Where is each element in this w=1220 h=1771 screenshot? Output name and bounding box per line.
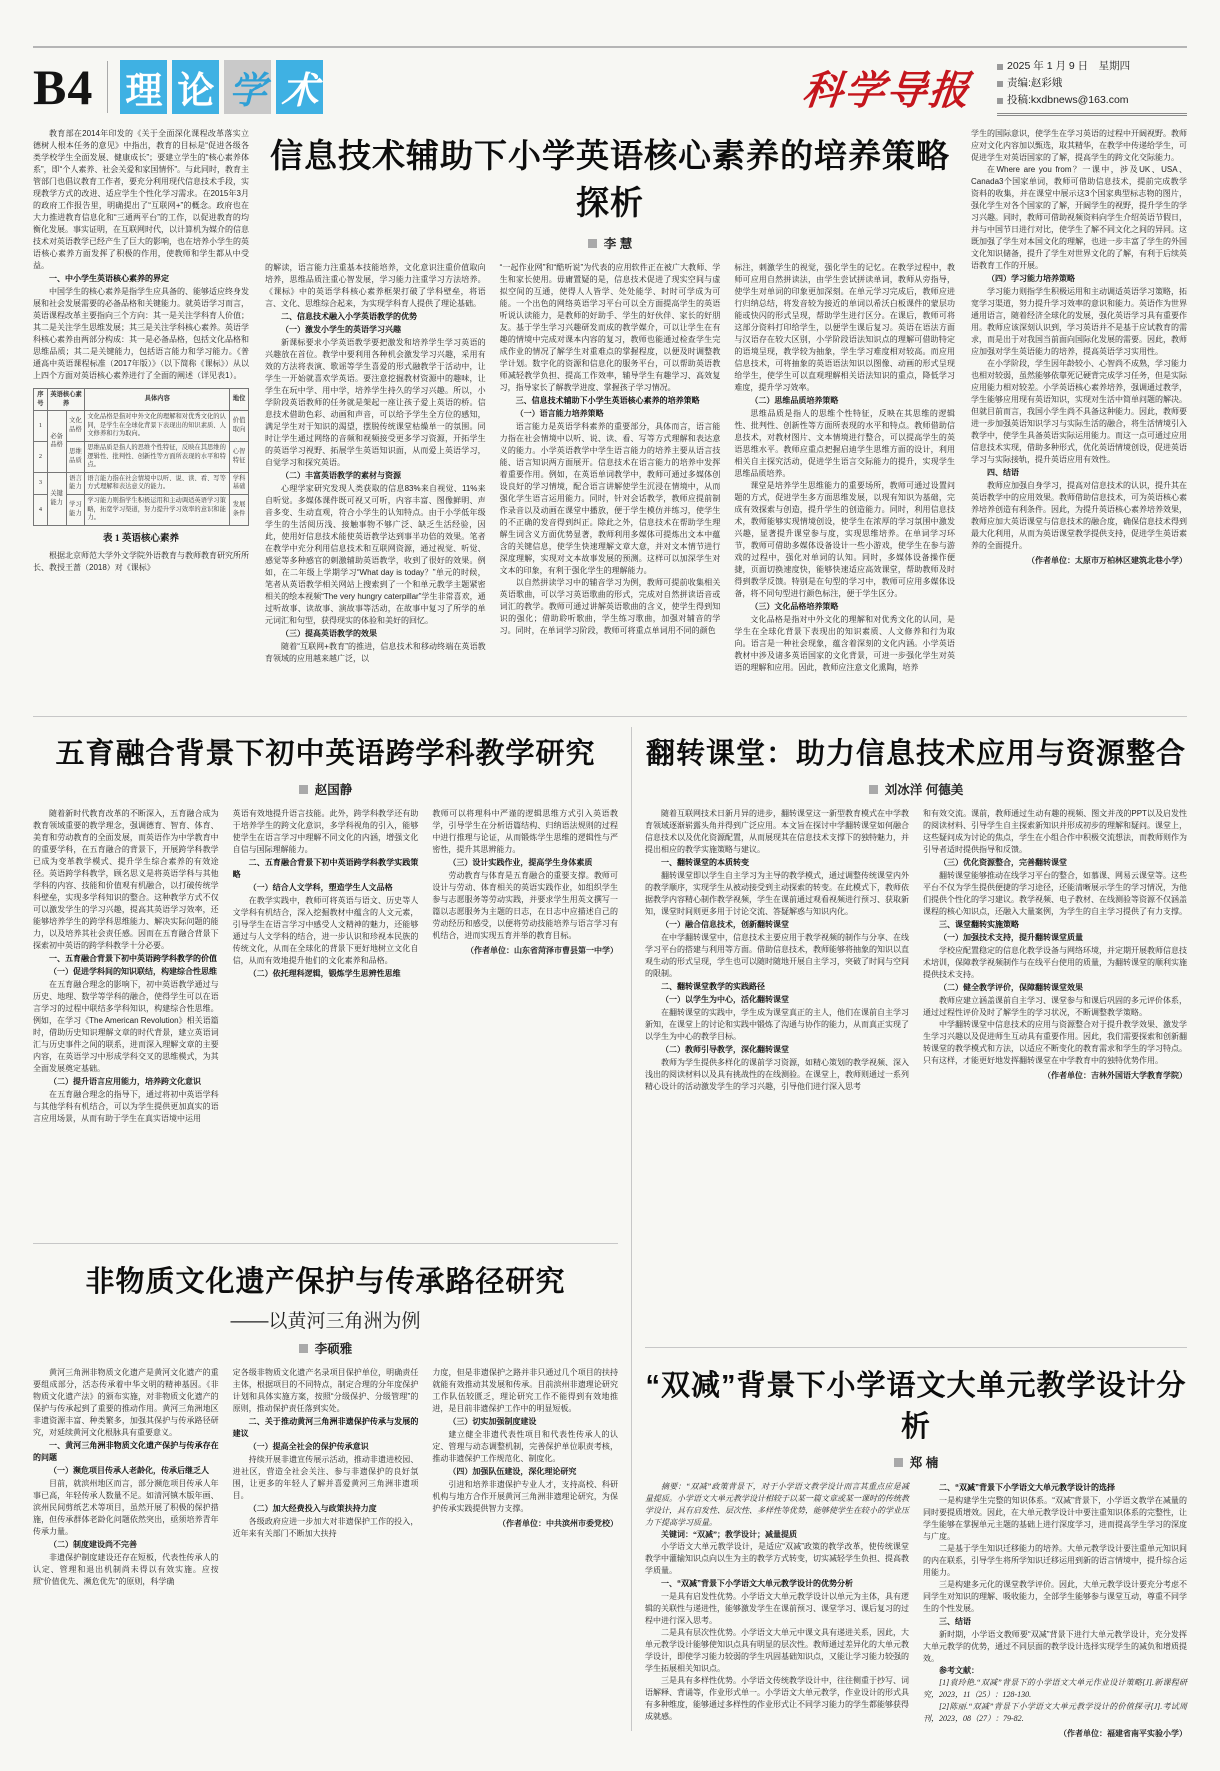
table-cell: 学习能力 — [66, 494, 85, 525]
sub-heading: （四）学习能力培养策略 — [987, 274, 1075, 283]
body-paragraph: 心理学家研究发现人类获取的信息83%来自视觉、11%来自听觉。多媒体课件既可视又可听，内容丰富、图像鲜明、声音多变、生动直观，符合小学生的认知特点。由于小学低年级学生的生活阅历浅、接触事物不够广泛、缺乏生活经验，因此，使用好信息技术能使英语教学达到事半功倍的效果。笔者在教学中充分利用信息技术和互联网资源，通过视觉、听觉、感觉等多种感官的刺激辅助英语教学，收到了很好的效果。例如，在二年级上学期学习“What day is today？”单元的时候，笔者从英语教学相关网站上搜索到了一个和单元教学主题紧密相关的绘本视频“The very hungry caterpillar”学生非常喜欢，通过听故事、读故事、演故事等活动，在故事中复习了所学的单元词汇和句型，获得现实的体验和美好的回忆。 — [265, 484, 486, 625]
body-paragraph: 教育部在2014年印发的《关于全面深化课程改革落实立德树人根本任务的意见》中指出，教育的目标是“促进各级各类学校学生全面发展、健康成长”；要建立学生的“核心素养体系”，即“个人素养、社会关爱和家国情怀”。与此同时，教育主管部门也倡议教育工作者，要充分利用现代信息技术手段，实现教学方式的改进、适应学生个性化学习需求。在2015年3月的政府工作报告里，明确提出了“互联网+”的概念。政府也在大力推进教育信息化和“三通两平台”的工作，以促进教育的均衡化发展。事实证明，在互联网时代，以计算机为媒介的信息技术对英语教学已经产生了巨大的影响，也在培养小学生的英语核心素养方面发挥了积极的作用，使教师和学生都从中受益。 — [33, 129, 249, 270]
section-heading: 一、翻转课堂的本质转变 — [661, 858, 749, 867]
reference-item: [1]袁玲艳.“双减”背景下的小学语文大单元作业设计策略[J].新课程研究，2023，11（25）：128-130. — [923, 1678, 1187, 1699]
author-affiliation: （作者单位：福建省南平实验小学） — [1059, 1729, 1187, 1738]
table-cell: 地位 — [230, 389, 249, 411]
sub-heading: （二）丰富英语教学的素材与资源 — [281, 471, 401, 480]
section-heading: 二、信息技术融入小学英语教学的优势 — [281, 312, 417, 321]
article-column — [500, 262, 721, 706]
body-paragraph: 各级政府应进一步加大对非遗保护工作的投入，近年来有关部门不断加大扶持 — [232, 1517, 419, 1538]
section-heading: 二、翻转课堂教学的实践路径 — [661, 982, 765, 991]
sub-heading: （三）切实加强制度建设 — [448, 1417, 537, 1426]
article-intangible-heritage — [33, 1255, 618, 1725]
article-column — [645, 808, 909, 1336]
section-heading: 一、五育融合背景下初中英语跨学科教学的价值 — [49, 954, 217, 963]
section-separator — [33, 716, 1187, 717]
logo-tile: 术 — [276, 60, 323, 114]
article-column — [923, 1481, 1187, 1740]
submission-email: 投稿:kxdbnews@163.com — [1007, 94, 1129, 106]
body-paragraph: “一起作业网”和“酷听说”为代表的应用软件正在被广大教师、学生和家长使用。毋庸置疑的是，信息技术促进了现实空间与虚拟空间的互通，使得人人皆学、处处能学、时时可学成为可能。一个出色的网络英语学习平台可以全方面提高学生的英语听说认读能力，是教师的好助手、学生的好伙伴、家长的好朋友。基于学生学习兴趣研发而成的教学媒介，可以让学生在有趣的情境中完成对课本内容的复习，教师也能通过检查学生完成作业的情况了解学生对重难点的掌握程度，以便及时调整教学计划。数字化的资源和信息化的服务平台，可以帮助英语教师减轻教学负担、提高工作效率，辅导学生有趣学习、高效复习，指导家长了解教学进度、掌握孩子学习情况。 — [499, 263, 721, 392]
publication-date: 2025 年 1 月 9 日 星期四 — [1007, 60, 1131, 72]
abstract: 摘要：“双减”政策背景下，对于小学语文教学设计而言其重点应是减量提质。小学语文大单元教学设计相较于以某一篇文章或某一课时的传统教学设计，具有启发性、层次性、多样性等优势，能够使学生在较小的学业压力下提高学习质量。 — [645, 1482, 909, 1527]
body-paragraph: 学生的国际意识，使学生在学习英语的过程中开阔视野。教师应对文化内容加以甄选，取其精华，在教学中传递给学生，可促进学生对英语国家的了解，提高学生的跨文化交际能力。 — [971, 129, 1187, 162]
body-paragraph: 以自然拼读学习中的辅音学习为例，教师可提前收集相关英语歌曲，可以学习英语歌曲的形式，完成对自然拼读语音或词汇的教学。教师可通过讲解英语歌曲的含义，使学生得到知识的强化；借助聆听歌曲，学生练习歌曲，加强对辅音的学习。同时，在单词学习阶段，教师可将重点单词用不同的颜色 — [499, 578, 721, 635]
byline-square-icon — [894, 1458, 903, 1467]
article-column — [923, 808, 1187, 1336]
body-paragraph: 中国学生的核心素养是指学生应具备的、能够适应终身发展和社会发展需要的必备品格和关键能力。就英语学习而言，英语课程改革主要指向三个方向：其一是关注学科育人价值；其二是关注学生思维发展；其三是关注学科核心素养。英语学科核心素养由两部分构成：其一是必备品格，包括文化品格和思维品质；其二是关键能力，包括语言能力和学习能力。《普通高中英语课程标准（2017年版）》（以下简称《课标》）从以上四个方面对英语核心素养进行了全面的阐述（详见表1）。 — [33, 287, 249, 380]
author-name: 刘冰洋 何德美 — [884, 783, 964, 797]
article-column — [33, 1367, 219, 1725]
body-paragraph: 二是基于学生知识迁移能力的培养。大单元教学设计要注重单元知识间的内在联系，引导学生将所学知识迁移运用到新的语言情境中，提升综合运用能力。 — [923, 1544, 1187, 1577]
sub-heading: （一）激发小学生的英语学习兴趣 — [281, 325, 401, 334]
section-heading: 四、结语 — [987, 468, 1019, 477]
publication-date-row — [997, 58, 1187, 75]
header-divider — [107, 61, 108, 113]
article-separator — [33, 1243, 618, 1244]
table-cell: 价值取向 — [230, 411, 249, 442]
body-paragraph: 在五育融合理念的影响下，初中英语教学通过与历史、地理、数学等学科的融合，使得学生可以在语言学习的过程中联结多学科知识，构建综合性思维。例如，在学习《The American Revolution》相关语篇时，借助历史知识理解文章的时代背景，建立英语词汇与历史事件之间的联系，进而深入理解文章的主要内容，在英语学习中形成学科交叉的思维模式，为其全面发展奠定基础。 — [33, 980, 219, 1073]
body-paragraph: 教师应加强自身学习，提高对信息技术的认识，提升其在英语教学中的应用效果。教师借助信息技术，可为英语核心素养培养创造有利条件。因此，为提升英语核心素养培养效果，教师应加大英语课堂与信息技术的融合度，确保信息技术得到最大化利用，从而为英语课堂教学提供支持，促进学生英语素养的全面提升。 — [971, 481, 1187, 550]
author-name: 郑 楠 — [909, 1456, 939, 1470]
author-name: 李硕雅 — [314, 1342, 353, 1356]
section-heading: 三、课堂翻转实施策略 — [939, 920, 1019, 929]
byline — [33, 1339, 618, 1357]
body-paragraph: 教师应建立涵盖课前自主学习、课堂参与和课后巩固的多元评价体系，通过过程性评价及时了解学生的学习状况，不断调整教学策略。 — [923, 996, 1187, 1017]
table-cell: 语言能力指在社会情境中以听、说、读、看、写等方式理解和表达意义的能力。 — [85, 472, 230, 494]
body-paragraph: 在教学实践中，教师可将英语与语文、历史等人文学科有机结合，深入挖掘教材中蕴含的人文元素，引导学生在语言学习中感受人文精神的魅力，还能够通过与人文学科的结合，进一步认识和珍视本民族的传统文化，从而在全球化的背景下更好地树立文化自信，从而有效地提升他们的文化素养和品格。 — [232, 896, 419, 965]
article-column — [233, 808, 419, 1232]
logo-tile: 论 — [172, 60, 219, 114]
body-paragraph: 新课标要求小学英语教学要把激发和培养学生学习英语的兴趣放在首位。教学中要利用各种机会激发学习兴趣，采用有效的方法将表演、歌谣等学生喜爱的形式融教学于活动中，让学生一开始就喜欢学英语。要注意挖掘教材资源中的趣味，让学生在玩中学、用中学，培养学生持久的学习兴趣。所以，小学阶段英语教师的任务就是架起一座让孩子爱上英语的桥。信息技术借助色彩、动画和声音，可以给予学生全方位的感知，满足学生对于知识的渴望，摆脱传统课堂枯燥单一的氛围。同时让学生通过网络的音频和视频接受更多学习资源，开拓学生的英语学习视野、拓展学生英语知识面，从而爱上英语学习，自觉学习和探究英语。 — [265, 338, 486, 467]
article-column — [432, 1367, 618, 1725]
table-cell: 序号 — [34, 389, 48, 411]
body-paragraph: 在中学翻转课堂中，信息技术主要应用于教学视频的制作与分享、在线学习平台的搭建与利用等方面。借助信息技术，教师能够将抽象的知识以直观生动的形式呈现，学生也可以随时随地开展自主学习，突破了时间与空间的限制。 — [645, 933, 909, 978]
body-paragraph: 一是具有启发性优势。小学语文大单元教学设计以单元为主体，具有逻辑的关联性与递进性，能够激发学生在课前预习、课堂学习、课后复习的过程中进行深入思考。 — [645, 1592, 909, 1625]
reference-item: [2]陈丽.“双减”背景下小学语文大单元教学设计的价值探寻[J].考试周刊，2023，08（27）：79-82. — [923, 1702, 1187, 1723]
sub-heading: （二）教师引导教学，深化翻转课堂 — [661, 1045, 789, 1054]
publication-info — [997, 58, 1187, 116]
body-paragraph: 定各级非物质文化遗产名录项目保护单位，明确责任主体，根据项目的不同特点，制定合理的分年度保护计划和具体实施方案，按照“分级保护、分级管理”的原则，推动保护责任落到实处。 — [232, 1368, 419, 1413]
submission-email-row — [997, 92, 1187, 109]
article-title: “双减”背景下小学语文大单元教学设计分析 — [645, 1370, 1187, 1443]
body-paragraph: 思维品质是指人的思维个性特征，反映在其思维的逻辑性、批判性、创新性等方面所表现的水平和特点。教师借助信息技术，对教材图片、文本情境进行整合，可以提高学生的英语思维水平。教师应重点把握启迪学生思维方面的设计，利用相关自主探究活动，促进学生语言交际能力的提升，实现学生思维品质培养。 — [734, 409, 956, 478]
table-cell: 英语核心素养 — [47, 389, 85, 411]
body-paragraph: 英语有效地提升语言技能。此外，跨学科教学还有助于培养学生的跨文化意识，多学科视角的引入，能够使学生在语言学习中理解不同文化的内涵，增强文化自信与国际理解能力。 — [232, 809, 419, 854]
article-separator — [645, 1347, 1187, 1348]
article-title: 非物质文化遗产保护与传承路径研究 — [85, 1266, 566, 1298]
byline-square-icon — [299, 785, 308, 794]
sub-heading: （二）依托理科逻辑，锻炼学生思辨性思维 — [248, 969, 401, 978]
byline — [645, 780, 1187, 798]
body-paragraph: 三是具有多样性优势。小学语文传统教学设计中，往往侧重于抄写、词语解释、背诵等，作业形式单一。小学语文大单元教学，作业设计的形式具有多种维度，能够通过多样性的作业形式让不同学习能力的学生都能够获得成就感。 — [645, 1676, 909, 1721]
body-paragraph: 在Where are you from？一课中，涉及UK、USA、Canada3个国家单词，教师可借助信息技术，提前完成教学资料的收集，并在课堂中展示这3个国家典型标志物的图片，强化学生对各个国家的了解，开阔学生的视野，提升学生的学习兴趣。同时，教师可借助视频资料向学生介绍英语节假日，并与中国节日进行对比，使学生了解不同文化之间的异同。这既加强了学生对本国文化的理解，也进一步丰富了学生的外国文化知识储备，提升了学生对世界文化的了解，有利于后续英语教育工作的开展。 — [971, 165, 1187, 270]
body-paragraph: 持续开展非遗宣传展示活动，推动非遗进校园、进社区，营造全社会关注、参与非遗保护的良好氛围，让更多的年轻人了解并喜爱黄河三角洲非遗项目。 — [232, 1455, 419, 1500]
logo-tile: 理 — [120, 60, 167, 114]
sub-heading: （一）结合人文学科，塑造学生人文品格 — [248, 883, 393, 892]
body-paragraph: 学校应配置稳定的信息化教学设备与网络环境，并定期开展教师信息技术培训，保障教学视频制作与在线平台使用的质量，为翻转课堂的顺利实施提供技术支持。 — [923, 946, 1187, 979]
body-paragraph: 随着新时代教育改革的不断深入，五育融合成为教育领域重要的教学理念，强调德育、智育、体育、美育和劳动教育的全面发展，而英语作为中学教育中的重要学科，在五育融合的背景下，开展跨学科教学已成为变革教学模式、提升学生综合素养的有效途径。英语跨学科教学，顾名思义是将英语学科与其他学科的内容、技能和价值观有机融合，以打破传统学科壁垒，实现多学科知识的整合。这种教学方式不仅可以激发学生的学习兴趣，提高其英语学习效率，还能够培养学生的跨学科思维能力、解决实际问题的能力，以及培养其社会责任感。因而在五育融合背景下探索初中英语的跨学科教学十分必要。 — [33, 809, 219, 950]
body-paragraph: 二是具有层次性优势。小学语文大单元中课文具有递进关系，因此，大单元教学设计能够使知识点具有明显的层次性。教师通过差异化的大单元教学设计，即使学习能力较弱的学生巩固基础知识点，又能让学习能力较强的学生拓展相关知识点。 — [645, 1628, 909, 1673]
left-column-stack — [33, 727, 618, 1731]
page-header — [33, 56, 1187, 118]
article-column — [265, 262, 486, 706]
section-heading: 一、“双减”背景下小学语文大单元教学设计的优势分析 — [661, 1579, 853, 1588]
article-info-tech-english — [33, 128, 1187, 706]
table-cell: 3 — [34, 472, 48, 494]
table-cell: 语言能力 — [66, 472, 85, 494]
article-title: 翻转课堂：助力信息技术应用与资源整合 — [645, 738, 1186, 770]
body-paragraph: 三是构建多元化的课堂教学评价。因此，大单元教学设计要充分考虑不同学生对知识的理解、吸收能力，全部学生能够参与课堂互动，尊重不同学生的个性发展。 — [923, 1580, 1187, 1613]
table-cell: 文化品格是指对中外文化的理解和对优秀文化的认同，是学生在全球化背景下表现出的知识素质、人文修养和行为取向。 — [85, 411, 230, 442]
article-five-education-english — [33, 727, 618, 1232]
article-column — [233, 1367, 419, 1725]
article-flipped-classroom — [645, 727, 1187, 1336]
body-paragraph: 随着“互联网+教育”的推进，信息技术和移动终端在英语教育领域的应用越来越广泛，以 — [265, 642, 486, 663]
article-column — [432, 808, 618, 1232]
article-column — [971, 128, 1187, 706]
page-label: B4 — [33, 59, 94, 115]
body-paragraph: 引进和培养非遗保护专业人才，支持高校、科研机构与地方合作开展黄河三角洲非遗理论研究，为保护传承实践提供智力支撑。 — [432, 1480, 619, 1513]
table-cell: 学习能力则指学生积极运用和主动调适英语学习策略，拓宽学习渠道，努力提升学习效率的意识和能力。 — [85, 494, 230, 525]
author-name: 赵国静 — [314, 783, 353, 797]
body-paragraph: 标注，刺激学生的视觉，强化学生的记忆。在教学过程中，教师可应用自然拼读法，由学生尝试拼读单词，教师从旁指导，使学生对单词的印象更加深刻。在单元学习完成后，教师应进行归纳总结，将发音较为接近的单词以希沃白板课件的蒙层功能或快闪的形式呈现，帮助学生进行区分。在课后，教师可将这部分资料打印给学生，以便学生课后复习。英语在语法方面与汉语存在较大区别，小学阶段语法知识点的理解可借助特定的语境呈现，教学较为抽象，学生学习难度相对较高。而应用信息技术，可将抽象的英语语法知识以图像、动画的形式呈现给学生，使学生可以直观理解相关语法知识的重点，降低学习难度，提升学习效率。 — [734, 263, 956, 392]
table-cell: 必备品格 — [47, 411, 66, 473]
sub-heading: （三）优化资源整合，完善翻转课堂 — [939, 858, 1067, 867]
section-heading: 一、黄河三角洲非物质文化遗产保护与传承存在的问题 — [33, 1441, 219, 1462]
sub-heading: （一）提高全社会的保护传承意识 — [248, 1442, 369, 1451]
section-heading: 三、信息技术辅助下小学生英语核心素养的培养策略 — [515, 396, 700, 405]
section-heading: 二、“双减”背景下小学语文大单元教学设计的选择 — [939, 1483, 1115, 1492]
sub-heading: （三）提高英语教学的效果 — [281, 629, 377, 638]
logo-tile: 学 — [224, 60, 271, 114]
body-paragraph: 课堂是培养学生思维能力的重要场所，教师可通过设置问题的方式，促进学生多方面思维发展，以现有知识为基础，完成有效探索与创造，提升学生的创造能力。同时，利用信息技术，教师能够实现情境创设，使学生在浓厚的学习氛围中激发兴趣，显著提升课堂参与度，实现思维培养。在单词学习环节，教师可借助多媒体设备设计一些小游戏，使学生在参与游戏的过程中，强化对单词的认知。同时，多媒体设备操作便捷，页面切换速度快，能够快速适应高效课堂，帮助教师及时得到教学反馈。特别是在句型的学习中，教师可应用多媒体设备，将不同句型进行颜色标注，便于学生区分。 — [734, 481, 956, 598]
article-subtitle: ——以黄河三角洲为例 — [230, 1311, 421, 1332]
body-paragraph: 教师可以将理科中严谨的逻辑思维方式引入英语教学，引导学生在分析语篇结构、归纳语法规则的过程中进行推理与论证，从而锻炼学生思维的逻辑性与严密性，提升其思辨能力。 — [432, 809, 619, 854]
body-paragraph: 小学语文大单元教学设计，是适应“双减”政策的教学改革，使传统课堂教学中灌输知识点向以生为主的教学方式转变，切实减轻学生负担、提高教学质量。 — [645, 1542, 909, 1575]
body-paragraph: 目前，就滨州地区而言，部分濒危项目传承人年事已高，年轻传承人数量不足。如清河镇木版年画、滨州民间剪纸艺术等项目，虽然开展了积极的保护措施，但传承群体老龄化问题依然突出，亟须培养青年传承力量。 — [33, 1479, 219, 1536]
references-heading: 参考文献： — [939, 1666, 979, 1675]
author-affiliation: （作者单位：中共滨州市委党校） — [498, 1519, 619, 1528]
sub-heading: （一）融合信息技术，创新翻转课堂 — [661, 920, 789, 929]
article-column — [734, 262, 955, 706]
body-paragraph: 翻转课堂即以学生自主学习为主导的教学模式，通过调整传统课堂内外的教学顺序，实现学生从被动接受到主动探索的转变。在此模式下，教师依据教学内容精心制作教学视频，学生在课前通过观看视频进行预习、获取新知，课堂时间则更多用于讨论交流、答疑解惑与知识内化。 — [645, 871, 909, 916]
body-paragraph: 在五育融合理念的指导下，通过将初中英语学科与其他学科有机结合，可以为学生提供更加真实的语言应用场景，从而有助于学生在真实语境中运用 — [33, 1090, 219, 1123]
table-cell: 具体内容 — [85, 389, 230, 411]
section-heading: 二、关于推动黄河三角洲非遗保护传承与发展的建议 — [232, 1417, 419, 1438]
body-paragraph: 黄河三角洲非物质文化遗产是黄河文化遗产的重要组成部分，活态传承着中华文明的精神基因。《非物质文化遗产法》的颁布实施，对非物质文化遗产的保护与传承起到了重要的推动作用。黄河三角洲地区非遗资源丰富、种类繁多，加强其保护与传承路径研究，对延续黄河文化根脉具有重要意义。 — [33, 1368, 219, 1437]
table-cell: 思维品质 — [66, 441, 85, 472]
body-paragraph: 新时期，小学语文教师要“双减”背景下进行大单元教学设计，充分发挥大单元教学的优势，通过不同层面的教学设计选择实现学生的减负和增质提效。 — [923, 1630, 1187, 1663]
body-paragraph: 教师为学生提供多样化的课前学习资源，如精心策划的教学视频、深入浅出的阅读材料以及具有挑战性的在线测验。在课堂上，教师则通过一系列精心设计的活动激发学生的学习兴趣，引导他们进行深入思考 — [645, 1058, 909, 1091]
body-paragraph: 翻转课堂能够推动在线学习平台的整合，如慕课、网易云课堂等。这些平台不仅为学生提供便捷的学习途径，还能清晰展示学生的学习情况，为他们提供个性化的学习建议。教学视频、电子教材、在线测验等资源不仅涵盖课程的核心知识点，还融入大量案例，为学生的自主学习提供了有力支撑。 — [923, 871, 1187, 916]
editor-row — [997, 75, 1187, 92]
byline — [33, 780, 618, 798]
body-paragraph: 随着互联网技术日新月异的进步，翻转课堂这一新型教育模式在中学教育领域逐渐崭露头角并得到广泛应用。本文旨在探讨中学翻转课堂如何融合信息技术以及优化资源配置，从而展现其在信息技术支撑下的独特魅力，并提出相应的教学实施策略与建议。 — [645, 809, 909, 854]
body-paragraph: 非遗保护制度建设还存在短板，代表性传承人的认定、管理和退出机制尚未得以有效实施。应按照“价值优先、濒危优先”的原则，科学确 — [33, 1553, 219, 1586]
sub-heading: （一）促进学科间的知识联结，构建综合性思维 — [49, 967, 217, 976]
table-cell: 文化品格 — [66, 411, 85, 442]
editor-name: 责编:赵彩娥 — [1007, 77, 1063, 89]
table-cell: 发展条件 — [230, 494, 249, 525]
sub-heading: （二）思维品质培养策略 — [750, 396, 839, 405]
body-paragraph: 语言能力是英语学科素养的重要部分，具体而言，语言能力指在社会情境中以听、说、读、看、写等方式理解和表达意义的能力。小学英语教学中学生语言能力的培养主要从语言技能、语言知识两方面展开。信息技术在语言能力的培养中发挥着重要作用。例如，在英语单词教学中，教师可通过多媒体创设良好的学习情境，配合语言讲解使学生沉浸在情境中，从而强化学生语言运用能力。同时，针对会话教学，教师应提前制作录音以及动画在课堂中播放，便于学生模仿并练习，使学生的不正确的发音得到纠正。除此之外，信息技术在帮助学生理解生词含义方面优势显著，教师利用多媒体可提炼出文本中蕴含的关键信息，使学生快速理解文章大意，并对文本情节进行深度理解，实现对文本故事发展的预测。这样可以加深学生对文本的印象，有利于强化学生的理解能力。 — [499, 422, 721, 575]
body-paragraph: 中学翻转课堂中信息技术的应用与资源整合对于提升教学效果、激发学生学习兴趣以及促进师生互动具有重要作用。因此，我们需要探索和创新翻转课堂的教学模式和方法，以适应不断变化的教育需求和学生的学习特点。只有这样，才能更好地发挥翻转课堂在中学教育中的独特优势作用。 — [923, 1020, 1187, 1065]
author-name: 李 慧 — [603, 237, 633, 251]
author-affiliation: （作者单位：太原市万柏林区建筑北巷小学） — [1027, 556, 1187, 565]
sub-heading: （二）加大经费投入与政策扶持力度 — [248, 1504, 377, 1513]
body-paragraph: 在小学阶段，学生因年龄较小、心智尚不成熟，学习能力也相对较弱，虽然能够依靠死记硬背完成学习任务，但是实际应用能力相对较差。小学英语核心素养培养，强调通过教学，学生能够应用现有英语知识，实现对生活中简单问题的解决。但就目前而言，我国小学生尚不具备这种能力。因此，教师要进一步加强英语知识学习与实际生活的融合，将生活情境引入教学中，使学生具备英语实际运用能力。而这一点可通过应用信息技术实现，借助多种形式，优化英语情境创设，促进英语学习与实际接轨，提升英语应用有效性。 — [971, 359, 1187, 464]
author-affiliation: （作者单位：山东省菏泽市曹县第一中学） — [466, 946, 619, 955]
byline-square-icon — [299, 1344, 308, 1353]
newspaper-page — [0, 46, 1220, 1771]
right-column-stack — [645, 727, 1187, 1738]
table-cell: 学科基础 — [230, 472, 249, 494]
table-caption: 表 1 英语核心素养 — [102, 533, 179, 544]
top-rule — [33, 46, 1187, 48]
article-title: 五育融合背景下初中英语跨学科教学研究 — [55, 738, 596, 770]
article-column — [33, 808, 219, 1232]
bullet-square-icon — [997, 98, 1003, 104]
sub-heading: （一）语言能力培养策略 — [515, 409, 604, 418]
sub-heading: （一）濒危项目传承人老龄化，传承后继乏人 — [49, 1466, 209, 1475]
section-logo — [120, 60, 323, 114]
body-paragraph: 根据北京师范大学外文学院外语教育与教师教育研究所所长、教授王蔷（2018）对《课标》 — [33, 550, 249, 572]
article-column — [645, 1481, 909, 1740]
vertical-separator — [631, 727, 632, 1731]
lower-section — [33, 727, 1187, 1738]
body-paragraph: 在翻转课堂的实践中，学生成为课堂真正的主人，他们在课前自主学习新知，在课堂上的讨论和实践中锻炼了沟通与协作的能力，从而真正实现了以学生为中心的教学目标。 — [645, 1008, 909, 1041]
table-cell: 1 — [34, 411, 48, 442]
author-affiliation: （作者单位：吉林外国语大学教育学院） — [1043, 1071, 1187, 1080]
sub-heading: （二）健全教学评价，保障翻转课堂效果 — [939, 983, 1083, 992]
table-cell: 关键能力 — [47, 472, 66, 525]
section-heading: 三、结语 — [939, 1617, 971, 1626]
sub-heading: （一）加强技术支持，提升翻转课堂质量 — [939, 933, 1083, 942]
body-paragraph: 和有效交流。课前，教师通过生动有趣的视频、图文并茂的PPT以及启发性的阅读材料、引导学生自主探索新知识并形成初步的理解和疑问。课堂上，这些疑问成为讨论的焦点，学生在小组合作中积极交流想法，而教师则作为引导者适时提供指导和反馈。 — [923, 809, 1187, 854]
section-heading: 一、中小学生英语核心素养的界定 — [49, 274, 169, 283]
body-paragraph: 力度，但是非遗保护之路并非只通过几个项目的扶持就能有效推动其发展和传承。目前滨州非遗理论研究工作队伍较匮乏，理论研究工作不能得到有效地推进，是目前非遗保护工作中的明显短板。 — [432, 1368, 619, 1413]
table-cell: 心智特征 — [230, 441, 249, 472]
masthead-title: 科学导报 — [800, 67, 974, 113]
sub-heading: （二）制度建设尚不完善 — [49, 1540, 137, 1549]
byline-square-icon — [588, 239, 597, 248]
body-paragraph: 文化品格是指对中外文化的理解和对优秀文化的认同，是学生在全球化背景下表现出的知识素质、人文修养和行为取向。语言是一种社会现象，蕴含着深刻的文化内涵。小学英语教材中涉及诸多英语国家的文化背景，可进一步强化学生对英语的理解和应用。因此，教师应注意文化熏陶，培养 — [734, 615, 956, 672]
table-cell: 2 — [34, 441, 48, 472]
body-paragraph: 建立健全非遗代表性项目和代表性传承人的认定、管理与动态调整机制，完善保护单位职责考核，推动非遗保护工作规范化、制度化。 — [432, 1430, 619, 1463]
body-paragraph: 一是构建学生完整的知识体系。“双减”背景下，小学语文教学在减量的同时要提质增效。因此，在大单元教学设计中要注重知识体系的完整性，让学生能够在掌握单元主题的基础上进行深度学习，进而提高学生学习的深度与广度。 — [923, 1496, 1187, 1541]
sub-heading: （二）提升语言应用能力，培养跨文化意识 — [49, 1077, 201, 1086]
article-center — [265, 128, 955, 706]
core-competencies-table — [33, 388, 249, 526]
article-column — [33, 128, 249, 706]
body-paragraph: 的解读，语言能力注重基本技能培养，文化意识注重价值取向培养，思维品质注重心智发展，学习能力注重学习方法培养。《课标》中的英语学科核心素养框架打破了学科壁垒，将语言、文化、思维综合起来，为实现学科育人提供了理论基础。 — [265, 263, 486, 308]
table-cell: 思维品质是指人的思维个性特征，反映在其思维的逻辑性、批判性、创新性等方面所表现的水平和特点。 — [85, 441, 230, 472]
byline — [645, 1453, 1187, 1471]
keywords: 关键词：“双减”；教学设计；减量提质 — [661, 1530, 797, 1539]
byline-square-icon — [869, 785, 878, 794]
byline — [265, 234, 955, 252]
article-double-reduction-chinese — [645, 1359, 1187, 1738]
sub-heading: （四）加强队伍建设，深化理论研究 — [448, 1467, 577, 1476]
article-title: 信息技术辅助下小学英语核心素养的培养策略探析 — [270, 137, 950, 221]
body-paragraph: 学习能力则指学生积极运用和主动调适英语学习策略，拓宽学习渠道，努力提升学习效率的意识和能力。英语作为世界通用语言，随着经济全球化的发展，强化英语学习具有重要作用。教师应该深刻认识到，学习英语并不是基于应试教育的需求，而是出于对我国当前面向国际化发展的需要。因此，教师应加强对学生英语能力的培养，提高英语学习实用性。 — [971, 287, 1187, 356]
table-cell: 4 — [34, 494, 48, 525]
section-heading: 二、五育融合背景下初中英语跨学科教学实践策略 — [232, 858, 419, 879]
body-paragraph: 劳动教育与体育是五育融合的重要支撑。教师可设计与劳动、体育相关的英语实践作业，如组织学生参与志愿服务等劳动实践，并要求学生用英文撰写一篇以志愿服务为主题的日志，在日志中应描述自己的劳动经历和感受，以便将劳动技能培养与语言学习有机结合，进而实现五育并举的教育目标。 — [432, 871, 619, 940]
sub-heading: （三）设计实践作业，提高学生身体素质 — [448, 858, 593, 867]
sub-heading: （三）文化品格培养策略 — [750, 602, 839, 611]
bullet-square-icon — [997, 81, 1003, 87]
sub-heading: （一）以学生为中心，活化翻转课堂 — [661, 995, 789, 1004]
